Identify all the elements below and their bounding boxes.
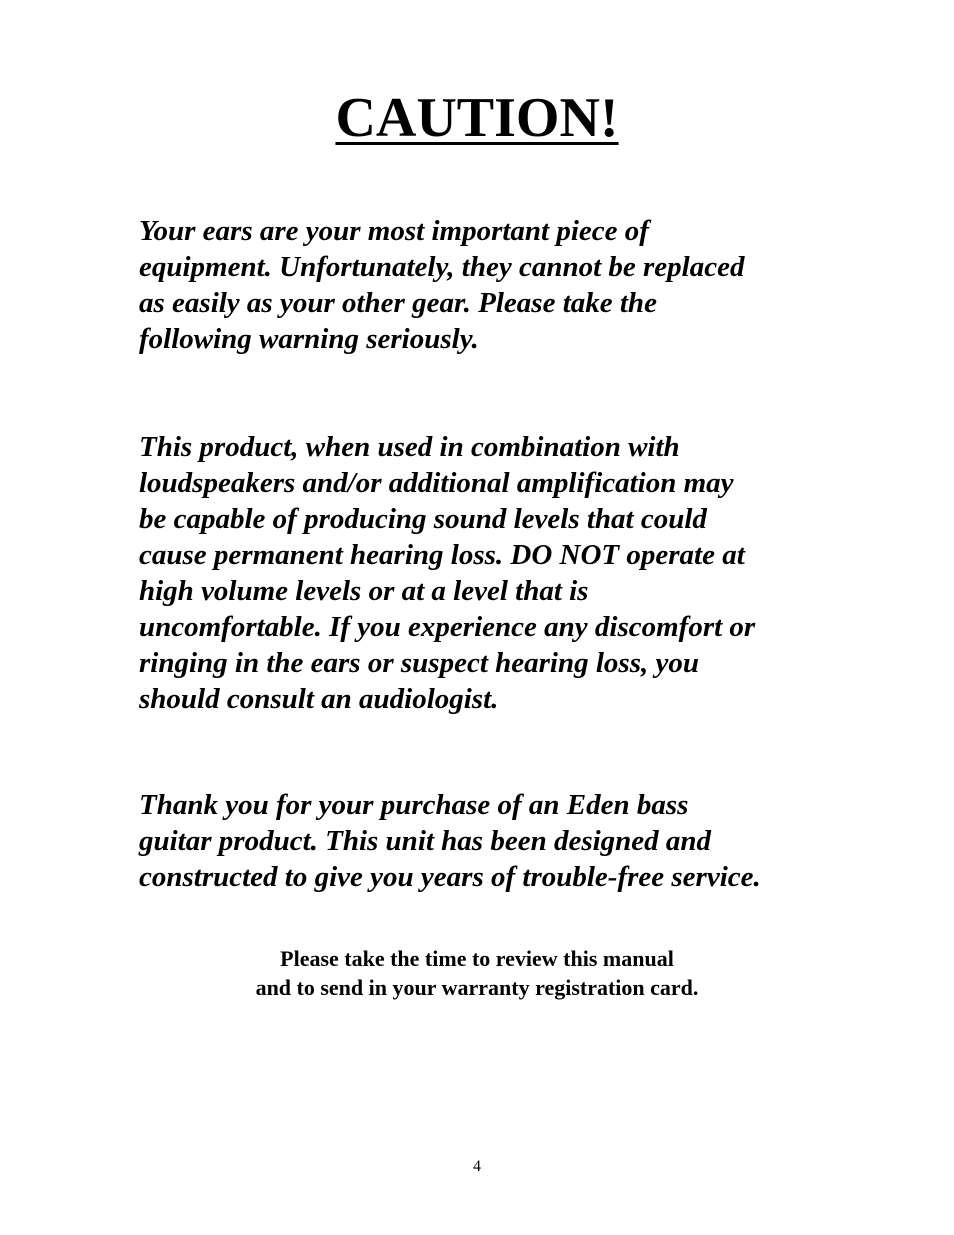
paragraph-line: following warning seriously. xyxy=(139,323,479,355)
paragraph-line: should consult an audiologist. xyxy=(139,683,499,715)
paragraph-line: cause permanent hearing loss. DO NOT operate at xyxy=(139,539,745,571)
note-line: Please take the time to review this manual xyxy=(280,946,674,971)
paragraph-line: This product, when used in combination with xyxy=(139,431,680,463)
paragraph-line: constructed to give you years of trouble-free service. xyxy=(139,861,761,893)
paragraph-line: guitar product. This unit has been designed and xyxy=(139,825,712,857)
paragraph-line: high volume levels or at a level that is xyxy=(139,575,589,607)
paragraph-line: be capable of producing sound levels that could xyxy=(139,503,707,535)
paragraph-line: uncomfortable. If you experience any discomfort or xyxy=(139,611,756,643)
paragraph-line: Thank you for your purchase of an Eden bass xyxy=(139,789,689,821)
paragraph-line: as easily as your other gear. Please take the xyxy=(139,287,657,319)
thank-you-paragraph xyxy=(139,787,829,895)
page-title: CAUTION! xyxy=(335,87,619,149)
paragraph-line: ringing in the ears or suspect hearing loss, you xyxy=(139,647,699,679)
note-line: and to send in your warranty registration card. xyxy=(255,975,699,1000)
paragraph-line: Your ears are your most important piece of xyxy=(139,215,649,247)
manual-review-note xyxy=(0,944,954,1002)
page-number: 4 xyxy=(473,1158,481,1175)
paragraph-line: equipment. Unfortunately, they cannot be replaced xyxy=(139,251,745,283)
paragraph-line: loudspeakers and/or additional amplification may xyxy=(139,467,734,499)
ear-importance-paragraph xyxy=(139,213,829,357)
hearing-loss-warning-paragraph xyxy=(139,429,829,717)
